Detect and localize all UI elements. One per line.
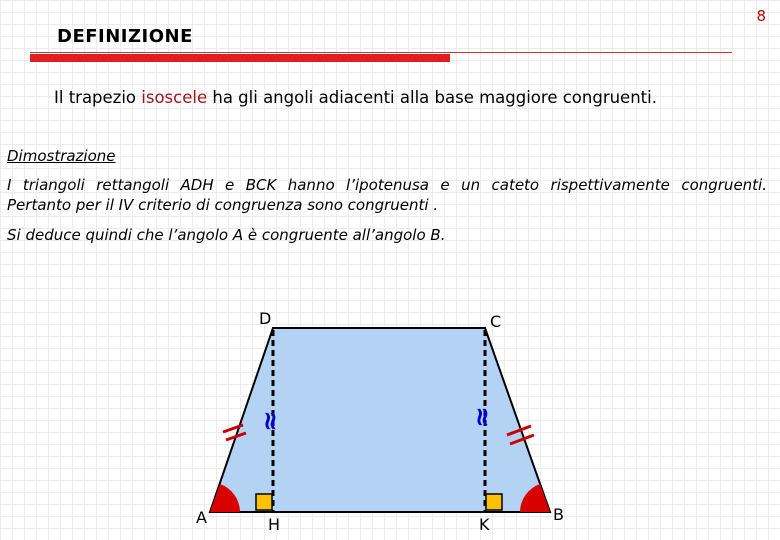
statement-text-before: Il trapezio: [54, 88, 142, 107]
page-number: 8: [756, 7, 766, 25]
vertex-label-d: D: [259, 309, 272, 328]
vertex-label-k: K: [479, 515, 490, 534]
proof-line-3: Si deduce quindi che l’angolo A è congruente all’angolo B.: [7, 226, 446, 244]
vertex-label-h: H: [268, 515, 281, 534]
statement-highlight: isoscele: [141, 88, 208, 107]
right-angle-h: [256, 494, 272, 510]
slide-title: DEFINIZIONE: [57, 26, 193, 47]
proof-heading: Dimostrazione: [7, 147, 116, 165]
vertex-label-b: B: [553, 505, 564, 524]
vertex-label-c: C: [490, 312, 502, 331]
proof-line-1: I triangoli rettangoli ADH e BCK hanno l’ipotenusa e un cateto rispettivamente congruenti.: [7, 176, 767, 194]
right-angle-k: [486, 494, 502, 510]
height-dh-congruence-mark: ≈: [255, 410, 286, 432]
height-ck-congruence-mark: ≈: [467, 406, 498, 428]
proof-line-2: Pertanto per il IV criterio di congruenza sono congruenti .: [7, 196, 439, 214]
statement-text-after: ha gli angoli adiacenti alla base maggiore congruenti.: [207, 88, 657, 107]
vertex-label-a: A: [196, 508, 207, 527]
